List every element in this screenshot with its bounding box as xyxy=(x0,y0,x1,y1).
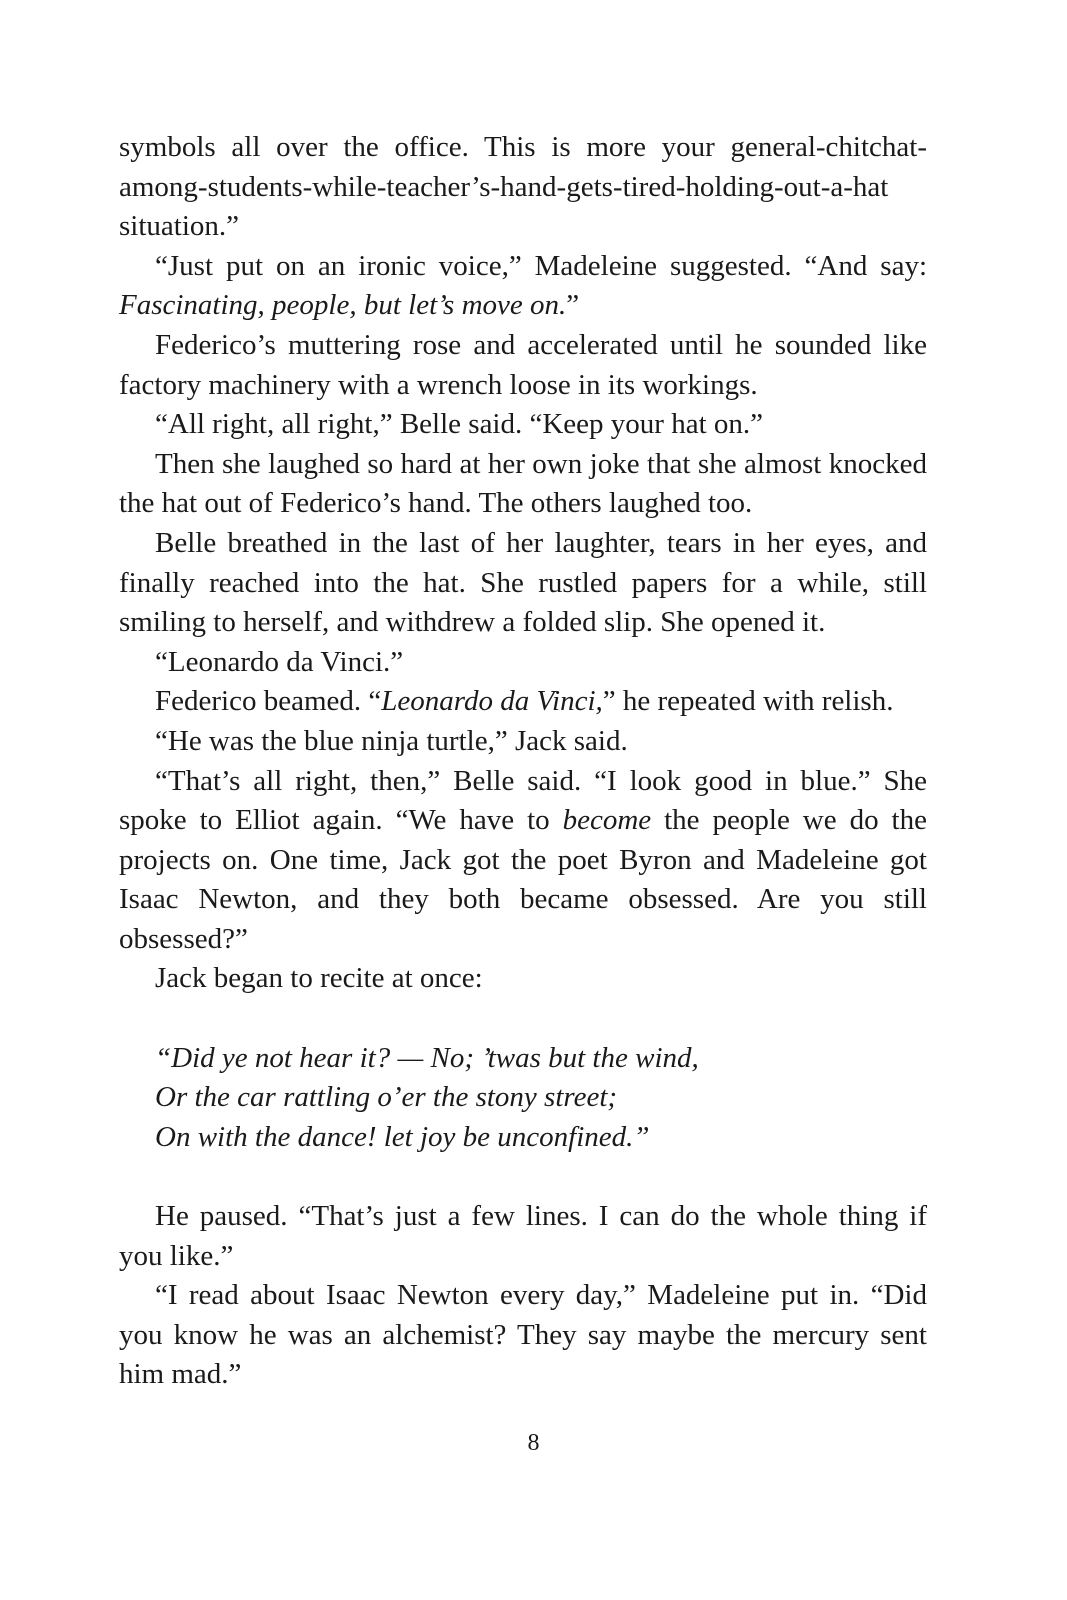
paragraph xyxy=(119,128,927,247)
paragraph xyxy=(119,247,927,326)
italic-text: Fascinating, people, but let’s move on. xyxy=(119,289,567,322)
paragraph xyxy=(119,1197,927,1276)
text-segment: Jack began to recite at once: xyxy=(155,962,483,995)
poem-line: “Did ye not hear it? — No; ’twas but the wind, xyxy=(155,1041,699,1074)
text-segment: “Just put on an ironic voice,” Madeleine suggested. “And say: xyxy=(155,249,927,282)
paragraph xyxy=(119,326,927,405)
paragraph xyxy=(119,643,927,683)
text-segment: “Leonardo da Vinci.” xyxy=(155,645,404,678)
text-segment: “All right, all right,” Belle said. “Keep your hat on.” xyxy=(155,408,764,441)
text-segment: Then she laughed so hard at her own joke that she almost knocked the hat out of Federico’s hand. The others laughed too. xyxy=(119,447,927,520)
italic-text: Leonardo da Vinci, xyxy=(381,685,603,718)
paragraph xyxy=(119,762,927,960)
poem-block xyxy=(155,1039,927,1158)
paragraph xyxy=(119,445,927,524)
text-segment: He paused. “That’s just a few lines. I can do the whole thing if you like.” xyxy=(119,1200,927,1272)
paragraph xyxy=(119,959,927,999)
text-segment: Federico’s muttering rose and accelerated until he sounded like factory machinery with a wrench loose in its workings. xyxy=(119,328,927,401)
text-segment: “That’s all right, then,” Belle said. “I look good in blue.” She spoke to Elliot again. “We have to xyxy=(119,764,927,837)
text-segment: ” he repeated with relish. xyxy=(602,685,894,718)
text-segment: symbols all over the office. This is more your general-chitchat-among-students-while-teacher’s-hand-gets-tired-holding-out-a-hat situation.” xyxy=(119,131,927,243)
paragraph xyxy=(119,524,927,643)
text-segment: the people we do the projects on. One time, Jack got the poet Byron and Madeleine got Isaac Newton, and they both became obsessed. Are you still obsessed?” xyxy=(119,804,927,955)
text-segment: “I read about Isaac Newton every day,” Madeleine put in. “Did you know he was an alchemist? They say maybe the mercury sent him mad.” xyxy=(119,1279,927,1391)
paragraphs-before-poem xyxy=(119,128,927,999)
body-text xyxy=(119,128,927,1395)
italic-text: become xyxy=(562,804,652,837)
paragraphs-after-poem xyxy=(119,1197,927,1395)
poem-line: On with the dance! let joy be unconfined.” xyxy=(155,1120,650,1153)
page-number: 8 xyxy=(527,1430,540,1456)
paragraph xyxy=(119,405,927,445)
paragraph xyxy=(119,722,927,762)
text-segment: Belle breathed in the last of her laughter, tears in her eyes, and finally reached into the hat. She rustled papers for a while, still smiling to herself, and withdrew a folded slip. She opened it. xyxy=(119,526,927,639)
text-segment: Federico beamed. “ xyxy=(155,685,382,718)
poem-line: Or the car rattling o’er the stony street; xyxy=(155,1081,618,1114)
paragraph xyxy=(119,682,927,722)
text-segment: “He was the blue ninja turtle,” Jack said. xyxy=(155,724,628,757)
paragraph xyxy=(119,1276,927,1395)
text-segment: ” xyxy=(566,289,580,322)
